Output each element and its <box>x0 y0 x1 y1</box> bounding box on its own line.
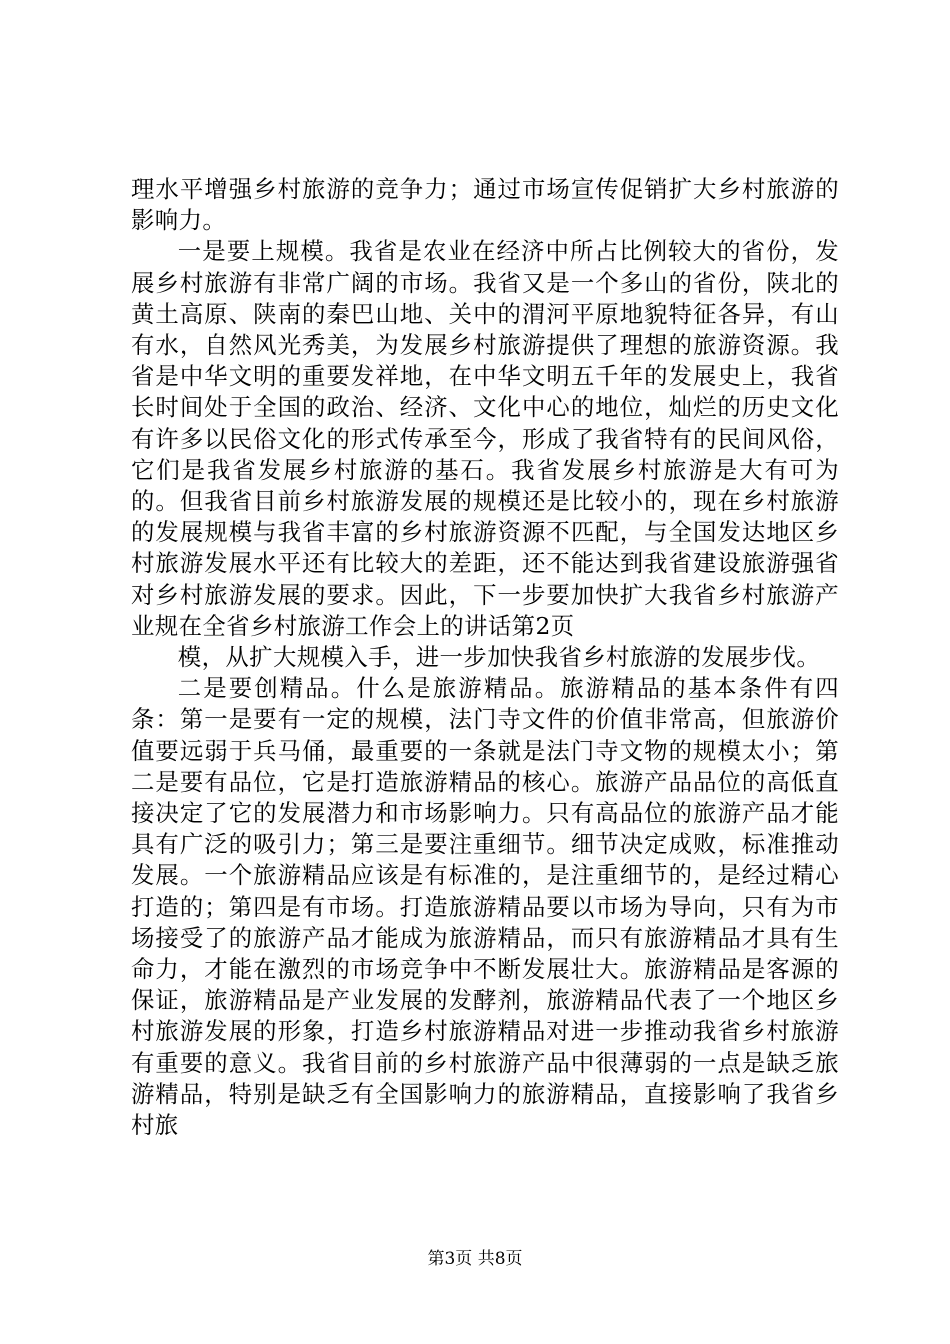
paragraph-4: 二是要创精品。什么是旅游精品。旅游精品的基本条件有四条：第一是要有一定的规模，法门寺文件的价值非常高，但旅游价值要远弱于兵马俑，最重要的一条就是法门寺文物的规模太小；第二是要有品位，它是打造旅游精品的核心。旅游产品品位的高低直接决定了它的发展潜力和市场影响力。只有高品位的旅游产品才能具有广泛的吸引力；第三是要注重细节。细节决定成败，标准推动发展。一个旅游精品应该是有标准的，是注重细节的，是经过精心打造的；第四是有市场。打造旅游精品要以市场为导向，只有为市场接受了的旅游产品才能成为旅游精品，而只有旅游精品才具有生命力，才能在激烈的市场竞争中不断发展壮大。旅游精品是客源的保证，旅游精品是产业发展的发酵剂，旅游精品代表了一个地区乡村旅游发展的形象，打造乡村旅游精品对进一步推动我省乡村旅游有重要的意义。我省目前的乡村旅游产品中很薄弱的一点是缺乏旅游精品，特别是缺乏有全国影响力的旅游精品，直接影响了我省乡村旅 <box>131 674 839 1140</box>
page-number-footer: 第3页 共8页 <box>427 1249 523 1269</box>
paragraph-1: 理水平增强乡村旅游的竞争力；通过市场宣传促销扩大乡村旅游的影响力。 <box>131 175 839 235</box>
paragraph-3: 模，从扩大规模入手，进一步加快我省乡村旅游的发展步伐。 <box>177 643 821 672</box>
paragraph-2: 一是要上规模。我省是农业在经济中所占比例较大的省份，发展乡村旅游有非常广阔的市场。我省又是一个多山的省份，陕北的黄土高原、陕南的秦巴山地、关中的渭河平原地貌特征各异，有山有水，自然风光秀美，为发展乡村旅游提供了理想的旅游资源。我省是中华文明的重要发祥地，在中华文明五千年的发展史上，我省长时间处于全国的政治、经济、文化中心的地位，灿烂的历史文化有许多以民俗文化的形式传承至今，形成了我省特有的民间风俗，它们是我省发展乡村旅游的基石。我省发展乡村旅游是大有可为的。但我省目前乡村旅游发展的规模还是比较小的，现在乡村旅游的发展规模与我省丰富的乡村旅游资源不匹配，与全国发达地区乡村旅游发展水平还有比较大的差距，还不能达到我省建设旅游强省对乡村旅游发展的要求。因此，下一步要加快扩大我省乡村旅游产业规在全省乡村旅游工作会上的讲话第2页 <box>131 237 839 640</box>
document-body <box>131 174 839 1141</box>
